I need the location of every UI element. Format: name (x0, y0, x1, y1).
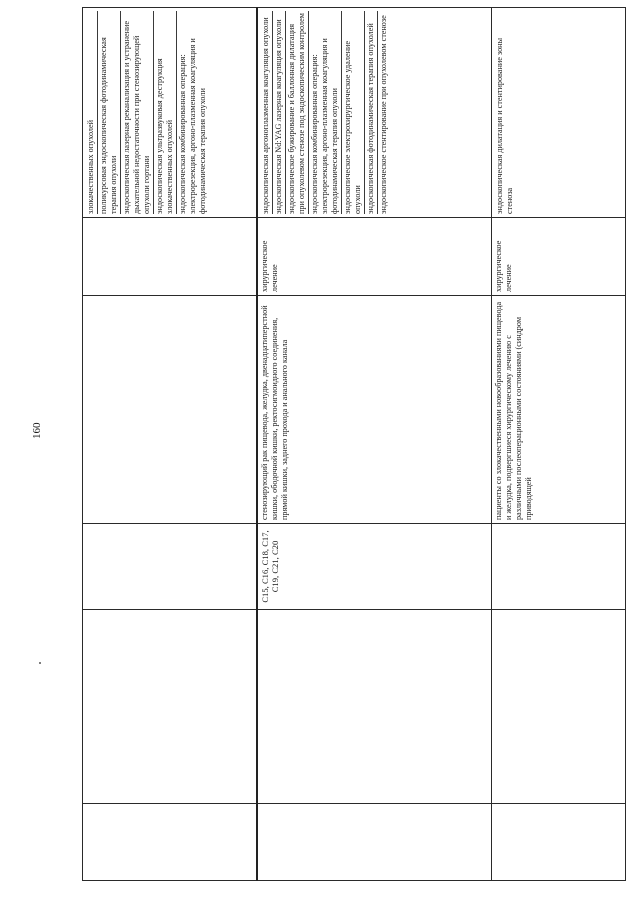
cell-model (83, 296, 257, 524)
method-item: эндоскопическая дилатация и стентирование зоны стеноза (495, 37, 514, 214)
method-item: эндоскопическая Nd:YAG лазерная коагуляция опухоли (273, 11, 286, 214)
cell-profile (492, 610, 626, 804)
method-item: поликурсовая эндоскопическая фотодинамическая терапия опухоли (98, 11, 121, 214)
method-item: эндоскопическая фотодинамическая терапия опухолей (365, 11, 378, 214)
method-item: эндоскопическая комбинированная операция: электрорезекция, аргоно-плазменная коагуляция и фотодинамическая терапия опухоли (309, 11, 342, 214)
cell-model: стенозирующий рак пищевода, желудка, двенадцатиперстной кишки, ободочной кишки, ректосигмоидного соединения, прямой кишки, заднего прохода и анального канала (257, 296, 492, 524)
cell-treatment-type: хирургическое лечение (492, 218, 626, 296)
table-row (83, 8, 257, 881)
cell-treatment-type (83, 218, 257, 296)
table-row (492, 8, 626, 881)
medical-care-table (82, 7, 626, 881)
cell-model: пациенты со злокачественными новообразованиями пищевода и желудка, подвергшиеся хирургическому лечению с различными послеоперационными состояниями (синдром приводящей (492, 296, 626, 524)
table-row (257, 8, 492, 881)
method-item: эндоскопическая комбинированная операция: электрорезекция, аргоно-плазменная коагуляция и фотодинамическая терапия опухоли (178, 38, 207, 214)
cell-codes (83, 524, 257, 610)
method-item: эндоскопическое бужирование и баллонная дилатация при опухолевом стенозе под эндоскопическим контролем (286, 11, 309, 214)
method-item: эндоскопическое стентирование при опухолевом стенозе (378, 15, 388, 214)
cell-profile (83, 610, 257, 804)
method-item: эндоскопическая аргоноплазменная коагуляция опухоли (260, 11, 273, 214)
table-body (83, 8, 626, 881)
rotated-table-frame (82, 8, 625, 881)
cell-number (257, 804, 492, 881)
cell-codes (492, 524, 626, 610)
method-item: эндоскопическая лазерная реканализация и устранение дыхательной недостаточности при стенозирующей опухоли гортани (121, 11, 154, 214)
cell-profile (257, 610, 492, 804)
cell-number (83, 804, 257, 881)
scan-artifact-dot (39, 662, 41, 664)
method-item: эндоскопическое электрохирургическое удаление опухоли (342, 11, 365, 214)
cell-number (492, 804, 626, 881)
cell-methods (83, 8, 257, 218)
method-item: эндоскопическая ультразвуковая деструкция злокачественных опухолей (154, 11, 177, 214)
cell-treatment-type: хирургическое лечение (257, 218, 492, 296)
cell-methods (492, 8, 626, 218)
page-number: 160 (31, 422, 43, 439)
cell-codes: C15, C16, C18, C17, C19, C21, C20 (257, 524, 492, 610)
cell-methods (257, 8, 492, 218)
method-item: злокачественных опухолей (85, 11, 98, 214)
